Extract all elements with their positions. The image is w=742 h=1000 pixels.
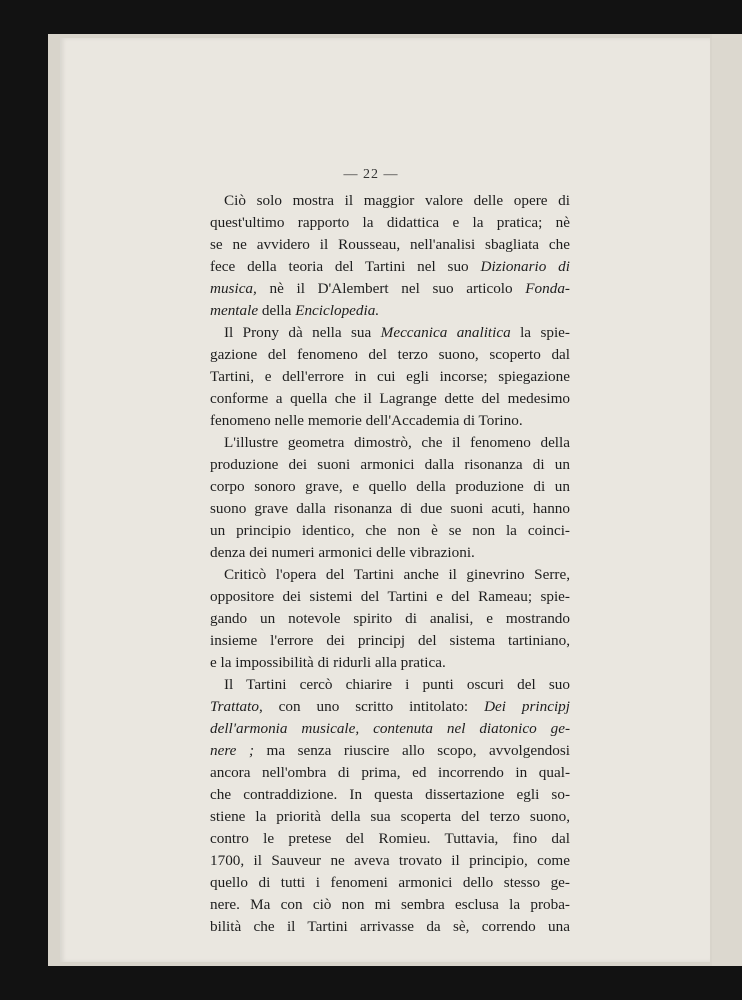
text-line: nere. Ma con ciò non mi sembra esclusa la proba- [210,896,570,913]
text-line: denza dei numeri armonici delle vibrazioni. [210,544,475,561]
text-line: Trattato, con uno scritto intitolato: Dei principj [210,698,570,715]
text-line: 1700, il Sauveur ne aveva trovato il principio, come [210,852,570,869]
page-number: — 22 — [343,167,399,182]
text-line: conforme a quella che il Lagrange dette del medesimo [210,390,570,407]
text-line: corpo sonoro grave, e quello della produzione di un [210,478,570,495]
text-line: produzione dei suoni armonici dalla risonanza di un [210,456,570,473]
text-line: Il Prony dà nella sua Meccanica analitica la spie- [224,324,570,341]
text-line: quest'ultimo rapporto la didattica e la pratica; nè [210,214,570,231]
text-line: Criticò l'opera del Tartini anche il ginevrino Serre, [224,566,570,583]
text-line: fenomeno nelle memorie dell'Accademia di Torino. [210,412,523,429]
text-line: oppositore dei sistemi del Tartini e del Rameau; spie- [210,588,570,605]
text-line: Tartini, e dell'errore in cui egli incorse; spiegazione [210,368,570,385]
text-line: un principio identico, che non è se non la coinci- [210,522,570,539]
text-line: contro le pretese del Romieu. Tuttavia, fino dal [210,830,570,847]
text-line: fece della teoria del Tartini nel suo Dizionario di [210,258,570,275]
text-line: quello di tutti i fenomeni armonici dello stesso ge- [210,874,570,891]
text-line: che contraddizione. In questa dissertazione egli so- [210,786,570,803]
text-line: L'illustre geometra dimostrò, che il fenomeno della [224,434,570,451]
text-line: dell'armonia musicale, contenuta nel diatonico ge- [210,720,570,737]
text-line: stiene la priorità della sua scoperta del terzo suono, [210,808,570,825]
text-line: se ne avvidero il Rousseau, nell'analisi sbagliata che [210,236,570,253]
text-line: Il Tartini cercò chiarire i punti oscuri del suo [224,676,570,693]
text-line: Ciò solo mostra il maggior valore delle opere di [224,192,570,209]
body-text [210,190,570,938]
text-line: gazione del fenomeno del terzo suono, scoperto dal [210,346,570,363]
text-line: nere ; ma senza riuscire allo scopo, avvolgendosi [210,742,571,759]
text-line: e la impossibilità di ridurli alla pratica. [210,654,446,671]
text-line: musica, nè il D'Alembert nel suo articolo Fonda- [210,280,570,297]
text-line: gando un notevole spirito di analisi, e mostrando [210,610,570,627]
text-line: mentale della Enciclopedia. [210,302,380,319]
text-line: ancora nell'ombra di prima, ed incorrendo in qual- [210,764,570,781]
text-line: insieme l'errore dei principj del sistema tartiniano, [210,632,570,649]
text-line: bilità che il Tartini arrivasse da sè, correndo una [210,918,570,935]
text-line: suono grave dalla risonanza di due suoni acuti, hanno [210,500,570,517]
